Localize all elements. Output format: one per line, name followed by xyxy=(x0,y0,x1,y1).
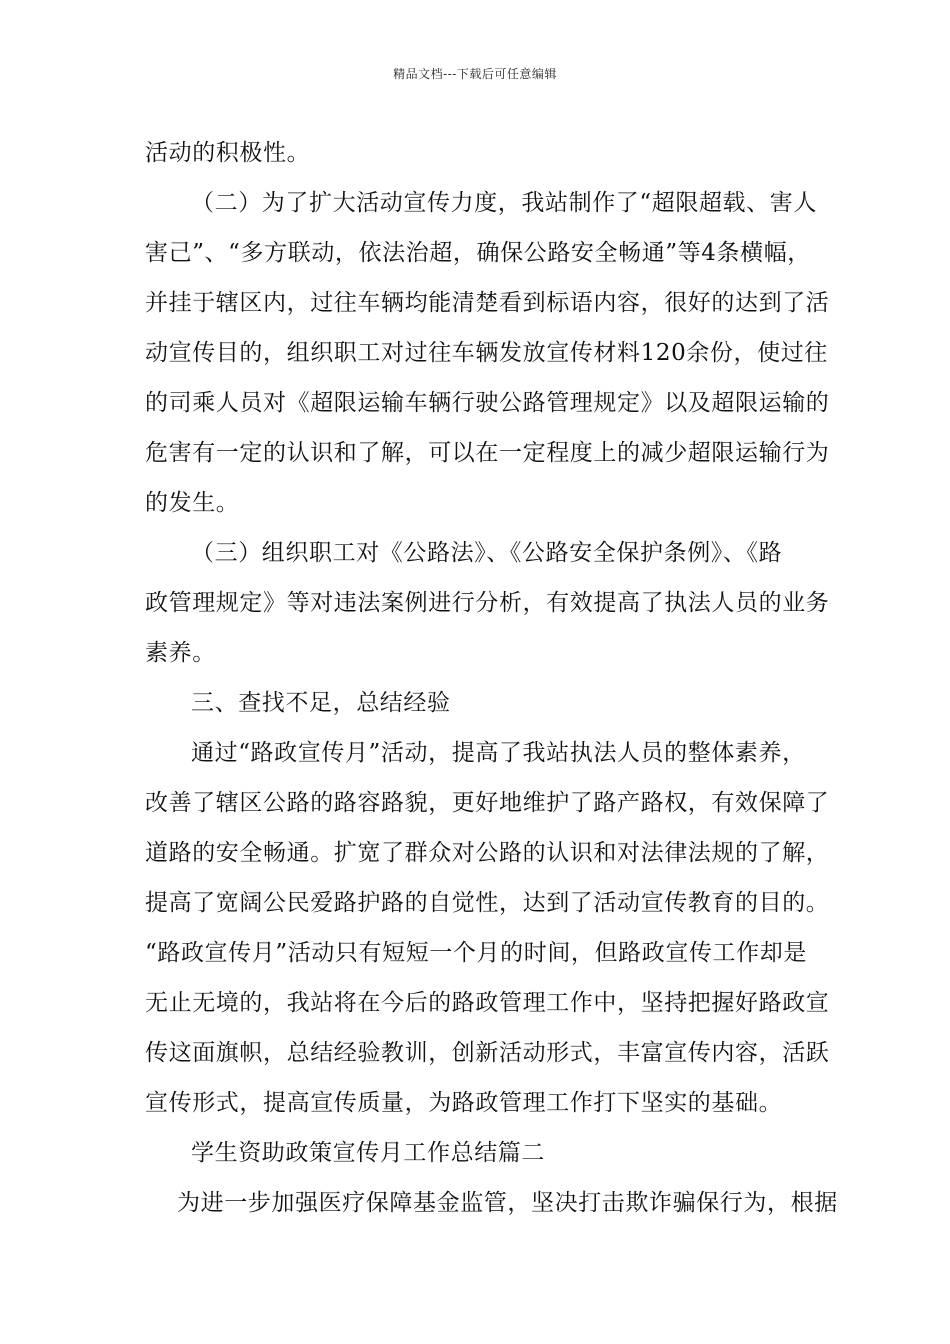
text-line: 提高了宽阔公民爱路护路的自觉性，达到了活动宣传教育的目的。 xyxy=(145,890,830,916)
text-line: 道路的安全畅通。扩宽了群众对公路的认识和对法律法规的了解， xyxy=(145,840,830,866)
text-line: 通过“路政宣传月”活动，提高了我站执法人员的整体素养， xyxy=(191,740,806,766)
paragraph-heading-3: （三）组织职工对《公路法》、《公路安全保护条例》、《路 xyxy=(191,540,783,566)
text-line: “路政宣传月”活动只有短短一个月的时间，但路政宣传工作却是 xyxy=(145,940,807,966)
text-line: 传这面旗帜，总结经验教训，创新活动形式，丰富宣传内容，活跃 xyxy=(145,1040,830,1066)
text-line: 宣传形式，提高宣传质量，为路政管理工作打下坚实的基础。 xyxy=(145,1090,783,1116)
text-line: 并挂于辖区内，过往车辆均能清楚看到标语内容，很好的达到了活 xyxy=(145,290,830,316)
text-line: 素养。 xyxy=(145,640,216,666)
text-line: 的发生。 xyxy=(145,490,240,516)
text-line: 无止无境的，我站将在今后的路政管理工作中，坚持把握好路政宣 xyxy=(145,990,830,1016)
text-line: 政管理规定》等对违法案例进行分析，有效提高了执法人员的业务 xyxy=(145,590,830,616)
text-line: 动宣传目的，组织职工对过往车辆发放宣传材料120余份，使过往 xyxy=(145,340,828,366)
text-line: 为进一步加强医疗保障基金监管，坚决打击欺诈骗保行为，根据 xyxy=(177,1190,838,1216)
text-line: 危害有一定的认识和了解，可以在一定程度上的减少超限运输行为 xyxy=(145,440,830,466)
text-line: 改善了辖区公路的路容路貌，更好地维护了路产路权，有效保障了 xyxy=(145,790,830,816)
text-line: 活动的积极性。 xyxy=(145,140,311,166)
document-body xyxy=(145,128,838,1228)
text-line: 的司乘人员对《超限运输车辆行驶公路管理规定》以及超限运输的 xyxy=(145,390,830,416)
text-line: 害己”、“多方联动，依法治超，确保公路安全畅通”等4条横幅， xyxy=(145,240,811,266)
article-title: 学生资助政策宣传月工作总结篇二 xyxy=(191,1140,545,1166)
paragraph-heading-2: （二）为了扩大活动宣传力度，我站制作了“超限超载、害人 xyxy=(191,190,817,216)
section-heading: 三、查找不足，总结经验 xyxy=(191,690,451,716)
page-header: 精品文档---下载后可任意编辑 xyxy=(393,67,557,81)
